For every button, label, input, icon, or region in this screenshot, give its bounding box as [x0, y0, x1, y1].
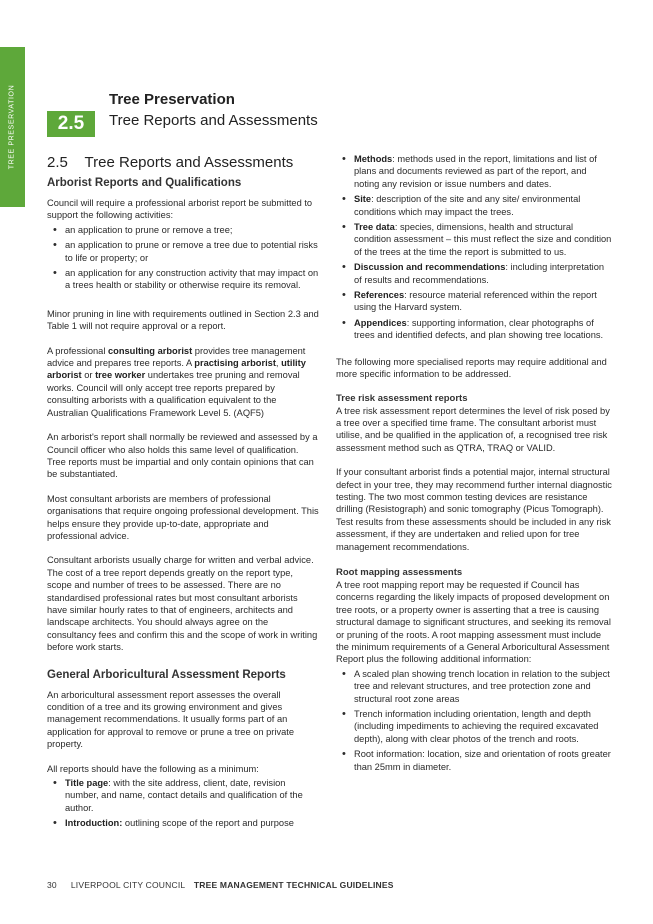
paragraph: Minor pruning in line with requirements outlined in Section 2.3 and Table 1 will not require approval or a report. [47, 308, 319, 332]
list-term: Methods [354, 154, 393, 164]
term-consulting-arborist: consulting arborist [107, 345, 193, 356]
section-heading [47, 153, 319, 173]
page-number: 30 [47, 880, 57, 890]
list-item: • A scaled plan showing trench location in relation to the subject tree and relevant structures, and tree protection zone and structural root zone areas [336, 668, 612, 705]
paragraph: An arboricultural assessment report assesses the overall condition of a tree and its growing environment and gives management recommendations. It usually forms part of an application for approval to remove or prune a tree on private property. [47, 689, 295, 750]
subheading-general-assessment: General Arboricultural Assessment Reports [47, 668, 286, 681]
list-term: Appendices [354, 317, 407, 328]
section-heading-number: 2.5 [47, 154, 68, 171]
paragraph: A tree risk assessment report determines the level of risk posed by a tree over a specified time frame. The consultant arborist must utilise, and be qualified in the application of, a recognised tree risk assessment method such as QTRA, TRAQ or VALID. [336, 405, 610, 453]
term-tree-worker: tree worker [95, 370, 146, 381]
list-item [336, 261, 612, 286]
text-span: A professional [47, 345, 108, 356]
paragraph: All reports should have the following as a minimum: [47, 763, 259, 774]
page-footer [47, 880, 394, 890]
paragraph: Council will require a professional arborist report be submitted to support the following activities: [47, 198, 313, 221]
paragraph: A tree root mapping report may be requested if Council has concerns regarding the likely impacts of proposed development on tree roots, or a property owner is asserting that a tree is causing structural damage to significant structures, and seeking its removal or pruning of the roots. A root mapping assessment must include the minimum requirements of a General Arboricultural Assessment Report plus the following additional information: [336, 579, 611, 665]
section-number-badge: 2.5 [47, 111, 95, 137]
text-span: undertakes tree pruning and removal works. Council will only accept tree reports prepared by consulting arborists with a qualification equivalent to the Australian Qualifications Framework Level 5. (AQF5) [47, 370, 300, 418]
list-item: • an application to prune or remove a tree due to potential risks to life or property; or [47, 239, 319, 264]
paragraph: Most consultant arborists are members of professional organisations that require ongoing professional development. This helps ensure they provide up-to-date, appropriate and professional advice. [47, 493, 319, 541]
section-heading-text: Tree Reports and Assessments [84, 154, 294, 171]
paragraph: The following more specialised reports may require additional and more specific information to be addressed. [336, 356, 607, 380]
list-text: outlining scope of the report and purpose [122, 818, 294, 829]
header-subtitle: Tree Reports and Assessments [109, 112, 318, 129]
list-term: Tree data [354, 222, 395, 233]
list-term: Introduction: [65, 818, 123, 829]
text-span: , [275, 358, 282, 369]
list-item [336, 153, 612, 190]
list-text: : with the site address, client, date, revision number, and name, contact details and qualification of the author. [65, 778, 303, 813]
list-item: • Root information: location, size and orientation of roots greater than 25mm in diameter. [336, 748, 612, 773]
list-text: : including interpretation of results and recommendations. [354, 262, 605, 285]
list-item: • an application to prune or remove a tree; [47, 224, 319, 236]
list-item [336, 221, 612, 258]
list-item [47, 777, 319, 814]
text-span: provides tree management advice and prepares tree reports. A [47, 345, 306, 369]
minimum-contents-list [47, 777, 319, 830]
list-term: References [354, 290, 405, 301]
side-tab-label: TREE PRESERVATION [8, 84, 16, 170]
activity-list [47, 224, 319, 292]
list-text: : description of the site and any site/ environmental conditions which may impact the trees. [354, 194, 581, 217]
left-column [47, 153, 319, 842]
list-text: : resource material referenced within the report using the Harvard system. [354, 290, 597, 313]
paragraph: An arborist's report shall normally be reviewed and assessed by a Council officer who also holds this same level of qualification. Tree reports must be impartial and only contain opinions that can be substantiated. [47, 432, 318, 480]
list-term: Discussion and recommendations [354, 262, 506, 273]
list-text: : supporting information, clear photographs of trees and identified defects, and plan showing tree locations. [354, 317, 604, 341]
footer-org: LIVERPOOL CITY COUNCIL [70, 880, 186, 890]
list-text: : species, dimensions, health and structural condition assessment – this must reflect the size and condition of the trees at the time the report is submitted to us. [354, 222, 612, 257]
list-item: • an application for any construction activity that may impact on a trees health or stability or otherwise require its removal. [47, 267, 319, 292]
list-term: Title page [65, 778, 109, 789]
paragraph: If your consultant arborist finds a potential major, internal structural defect in your tree, they may recommend further internal diagnostic testing. The two most common testing devices are resistance drilling (Resistograph) and sonic tomography (Picus Tomograph). Test results from these assessments should be included in any risk assessment, if they are undertaken and relied upon for tree management recommendations. [336, 467, 612, 552]
text-span: or [81, 370, 96, 381]
list-term: Site [354, 194, 372, 205]
list-item: • Trench information including orientation, length and depth (including impediments to achieving the required excavated depth), along with clear photos of the trench and roots. [336, 708, 612, 745]
list-item [336, 193, 612, 218]
side-tab [0, 47, 25, 207]
term-utility-arborist: utility arborist [47, 358, 306, 381]
right-column [336, 153, 612, 785]
subheading-root-mapping: Root mapping assessments [336, 566, 463, 578]
subheading-arborist-reports: Arborist Reports and Qualifications [47, 177, 242, 189]
term-practising-arborist: practising arborist [194, 358, 276, 369]
paragraph: Consultant arborists usually charge for written and verbal advice. The cost of a tree report depends greatly on the report type, scope and number of trees to be assessed. There are no standardised professional rates but most consultant arborists have similar hourly rates to that of engineers, architects and landscape architects. You should always agree on the consultancy fees and confirm this and the scope of work in writing before work starts. [47, 555, 318, 653]
list-item [336, 317, 612, 342]
list-item [47, 817, 319, 829]
root-mapping-list [336, 668, 612, 773]
header-title: Tree Preservation [109, 91, 235, 108]
list-item [336, 289, 612, 314]
footer-doc-title: TREE MANAGEMENT TECHNICAL GUIDELINES [193, 880, 394, 890]
list-text: : methods used in the report, limitations and list of plans and documents reviewed as part of the report, and noting any revision or issue numbers and dates. [354, 154, 597, 189]
paragraph-arborist-types [47, 345, 319, 419]
subheading-tree-risk: Tree risk assessment reports [336, 392, 468, 404]
report-sections-list [336, 153, 612, 342]
